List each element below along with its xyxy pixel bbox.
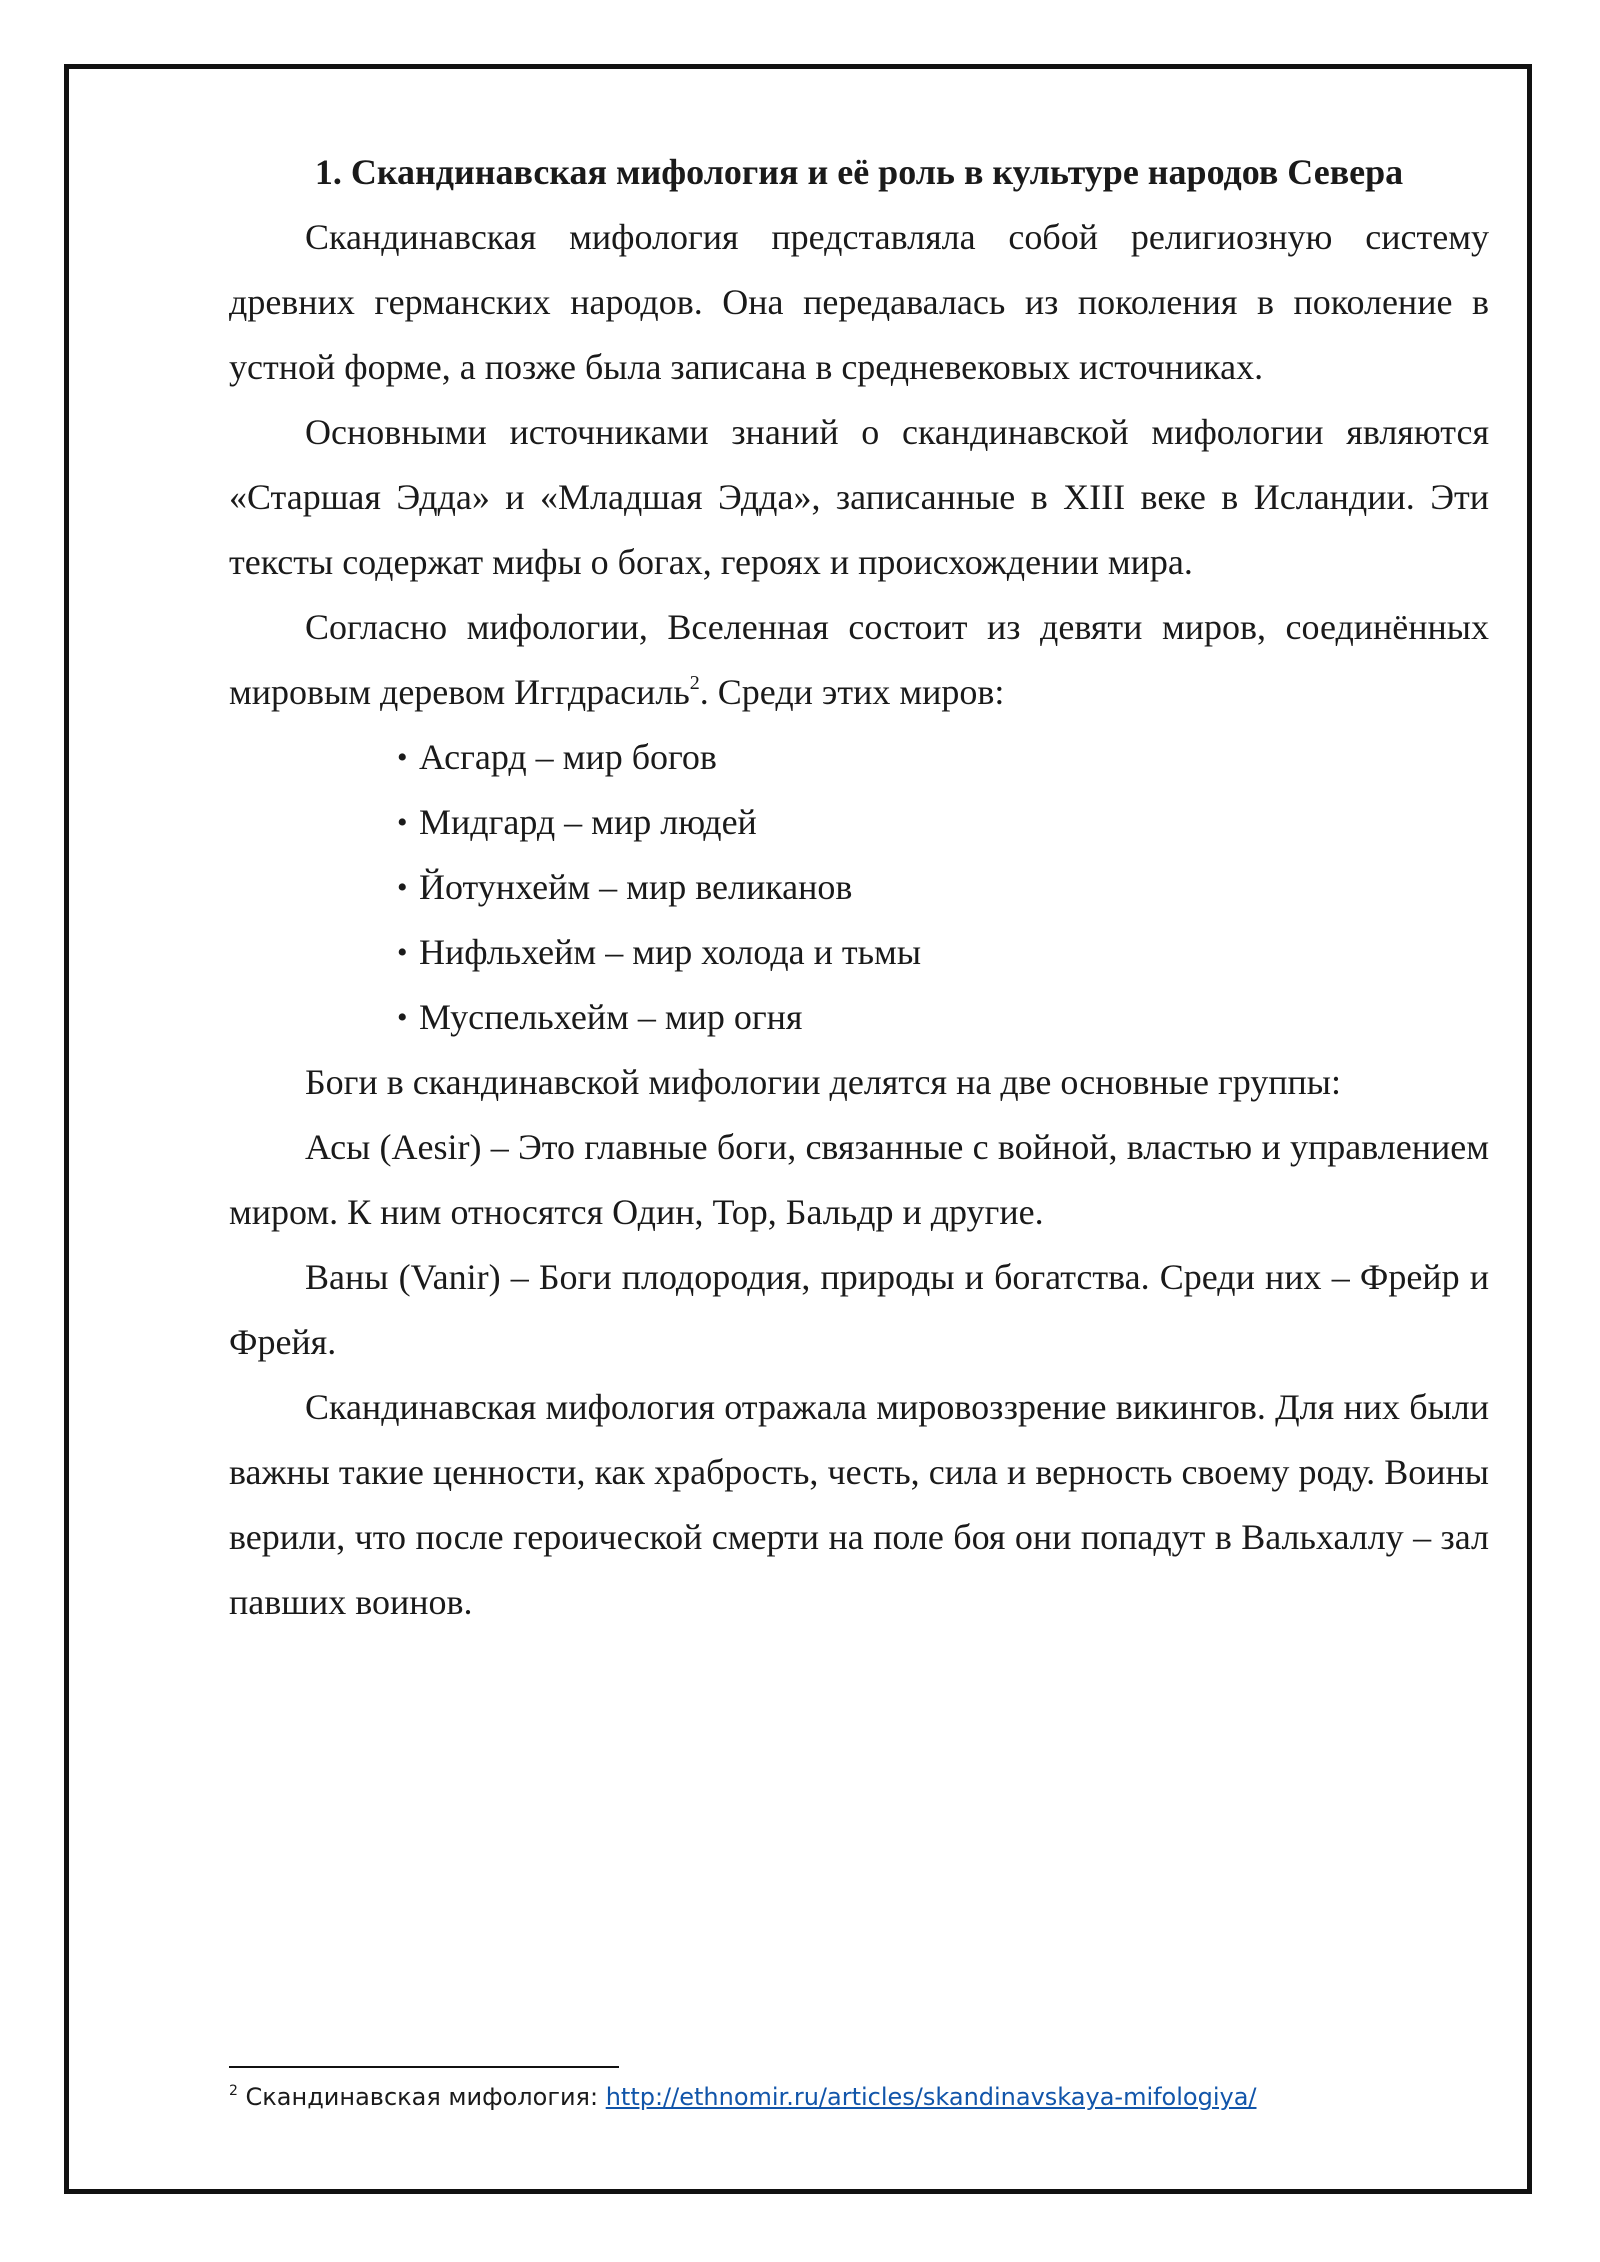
paragraph-worlds-intro: [229, 595, 1489, 725]
list-item: [397, 725, 1489, 790]
world-niflheim: Нифльхейм – мир холода и тьмы: [419, 932, 922, 972]
footnote-label: Скандинавская мифология:: [237, 2083, 606, 2111]
world-jotunheim: Йотунхейм – мир великанов: [419, 867, 853, 907]
paragraph-sources: Основными источниками знаний о скандинавской мифологии являются «Старшая Эдда» и «Младшая Эдда», записанные в XIII веке в Исландии. Эти тексты содержат мифы о богах, героях и происхождении мира.: [229, 412, 1489, 582]
list-item: [397, 855, 1489, 920]
footnote-link[interactable]: http://ethnomir.ru/articles/skandinavskaya-mifologiya/: [605, 2083, 1257, 2111]
footnote: [229, 2080, 1257, 2114]
bullet-icon: •: [397, 936, 408, 969]
list-item: [397, 985, 1489, 1050]
footnote-reference[interactable]: 2: [689, 672, 700, 694]
paragraph-vanir: Ваны (Vanir) – Боги плодородия, природы и богатства. Среди них – Фрейр и Фрейя.: [229, 1257, 1489, 1362]
worlds-intro-tail: . Среди этих миров:: [699, 672, 1005, 712]
paragraph-gods-groups: Боги в скандинавской мифологии делятся на две основные группы:: [305, 1062, 1341, 1102]
paragraph-intro: Скандинавская мифология представляла собой религиозную систему древних германских народов. Она передавалась из поколения в поколение в устной форме, а позже была записана в средневековых источниках.: [229, 217, 1489, 387]
world-asgard: Асгард – мир богов: [419, 737, 717, 777]
footnote-number: 2: [229, 2083, 238, 2099]
paragraph-aesir: Асы (Aesir) – Это главные боги, связанные с войной, властью и управлением миром. К ним относятся Один, Тор, Бальдр и другие.: [229, 1127, 1489, 1232]
bullet-icon: •: [397, 806, 408, 839]
bullet-icon: •: [397, 871, 408, 904]
world-midgard: Мидгард – мир людей: [419, 802, 757, 842]
paragraph-vikings: Скандинавская мифология отражала мировоззрение викингов. Для них были важны такие ценности, как храбрость, честь, сила и верность своему роду. Воины верили, что после героической смерти на поле боя они попадут в Вальхаллу – зал павших воинов.: [229, 1387, 1489, 1622]
worlds-list: [229, 725, 1489, 1050]
section-heading: 1. Скандинавская мифология и её роль в культуре народов Севера: [314, 152, 1404, 192]
bullet-icon: •: [397, 1001, 408, 1034]
bullet-icon: •: [397, 741, 408, 774]
footnote-separator: [229, 2066, 619, 2068]
list-item: [397, 790, 1489, 855]
list-item: [397, 920, 1489, 985]
worlds-intro-text: Согласно мифологии, Вселенная состоит из девяти миров, соединённых мировым деревом Иггдрасиль: [229, 607, 1489, 712]
document-body: [229, 140, 1489, 1635]
world-muspelheim: Муспельхейм – мир огня: [419, 997, 803, 1037]
